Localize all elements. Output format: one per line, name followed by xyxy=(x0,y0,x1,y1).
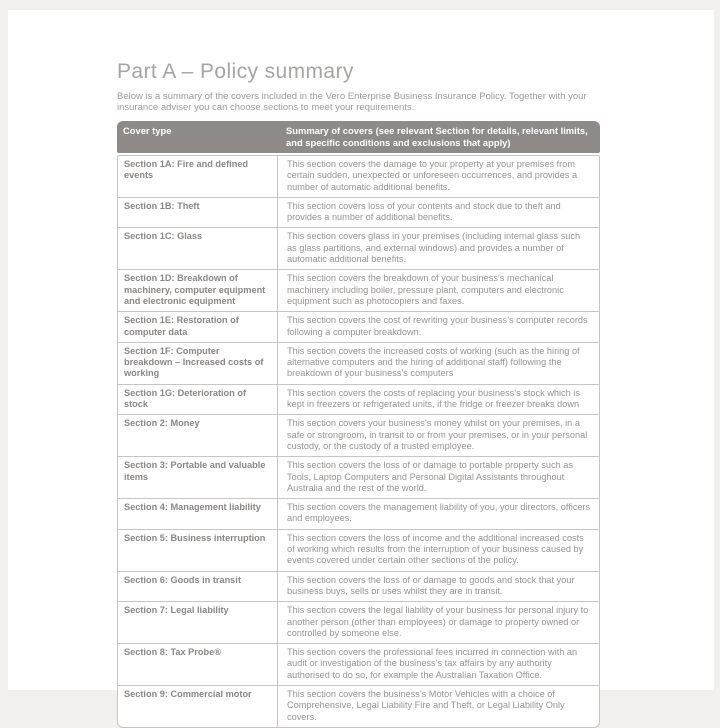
table-row xyxy=(118,457,599,499)
cover-type-cell: Section 6: Goods in transit xyxy=(118,572,278,602)
table-row xyxy=(118,312,599,343)
summary-cell: This section covers glass in your premises (including internal glass such as glass partitions, and external windows) and provides a number of automatic additional benefits. xyxy=(287,231,581,265)
table-row xyxy=(118,415,599,457)
cover-type-cell: Section 8: Tax Probe® xyxy=(118,644,278,685)
summary-cell: This section covers loss of your contents and stock due to theft and provides a number of additional benefits. xyxy=(287,200,561,223)
table-row xyxy=(118,270,599,312)
table-body xyxy=(117,155,600,728)
cover-type-cell: Section 1A: Fire and defined events xyxy=(118,156,278,197)
table-row xyxy=(118,499,599,530)
summary-cell: This section covers the loss of or damage to goods and stock that your business buys, sells or uses whilst they are in transit. xyxy=(287,574,575,596)
cover-type-cell: Section 1G: Deterioration of stock xyxy=(118,385,278,415)
intro-paragraph: Below is a summary of the covers included in the Vero Enterprise Business Insurance Policy. Together with your insurance adviser you can choose sections to meet your requirements. xyxy=(117,91,587,113)
table-row xyxy=(118,572,599,603)
summary-cell: This section covers the management liability of you, your directors, officers and employees. xyxy=(287,502,591,524)
table-row xyxy=(118,602,599,644)
document-page xyxy=(8,10,714,722)
summary-cell: This section covers the legal liability of your business for personal injury to another person (other than employees) or damage to property owned or controlled by someone else. xyxy=(287,605,589,638)
page-content xyxy=(117,60,607,728)
table-row xyxy=(118,228,599,270)
summary-cell: This section covers the loss of income and the additional increased costs of working which results from the interruption of your business caused by events covered under certain other sections of the policy. xyxy=(287,532,584,566)
summary-cell: This section covers the business’s Motor Vehicles with a choice of Comprehensive, Legal Liability Fire and Theft, or Legal Liability Only covers. xyxy=(287,688,565,722)
cover-type-cell: Section 1B: Theft xyxy=(118,198,278,228)
table-header-cover-type: Cover type xyxy=(123,125,172,136)
summary-cell: This section covers the costs of replacing your business’s stock which is kept in freezers or refrigerated units, if the fridge or freezer breaks down xyxy=(287,387,580,410)
cover-type-cell: Section 2: Money xyxy=(118,415,278,456)
cover-type-cell: Section 1D: Breakdown of machinery, computer equipment and electronic equipment xyxy=(118,270,278,311)
summary-cell: This section covers the loss of or damage to portable property such as Tools, Laptop Computers and Personal Digital Assistants throughout Australia and the rest of the world. xyxy=(287,460,573,493)
summary-cell: This section covers the breakdown of your business’s mechanical machinery including boiler, pressure plant, computers and electronic equipment such as photocopiers and faxes. xyxy=(287,273,564,306)
cover-type-cell: Section 7: Legal liability xyxy=(118,602,278,643)
policy-summary-table xyxy=(117,121,600,728)
cover-type-cell: Section 9: Commercial motor xyxy=(118,686,278,727)
table-row xyxy=(118,686,599,727)
summary-cell: This section covers your business’s money whilst on your premises, in a safe or strongroom, in transit to or from your premises, or in your personal custody, or the custody of a trusted employee. xyxy=(287,418,588,451)
table-header-row xyxy=(117,121,600,153)
cover-type-cell: Section 3: Portable and valuable items xyxy=(118,457,278,498)
cover-type-cell: Section 4: Management liability xyxy=(118,499,278,529)
table-header-summary: Summary of covers (see relevant Section for details, relevant limits, and specific conditions and exclusions that apply) xyxy=(286,125,588,148)
summary-cell: This section covers the increased costs of working (such as the hiring of alternative computers and the hiring of additional staff) following the breakdown of your business’s computers xyxy=(287,345,580,379)
summary-cell: This section covers the professional fees incurred in connection with an audit or investigation of the business’s tax affairs by any authority authorised to do so, for example the Australian Taxation Office. xyxy=(287,647,578,680)
summary-cell: This section covers the damage to your property at your premises from certain sudden, unexpected or unforeseen occurrences, and provides a number of automatic additional benefits. xyxy=(287,159,578,192)
summary-cell: This section covers the cost of rewriting your business’s computer records following a computer breakdown. xyxy=(287,315,588,337)
cover-type-cell: Section 5: Business interruption xyxy=(118,530,278,571)
table-row xyxy=(118,156,599,198)
page-title: Part A – Policy summary xyxy=(117,60,354,83)
table-row xyxy=(118,198,599,229)
table-row xyxy=(118,530,599,572)
table-row xyxy=(118,644,599,686)
cover-type-cell: Section 1F: Computer breakdown – Increased costs of working xyxy=(118,343,278,384)
table-row xyxy=(118,343,599,385)
cover-type-cell: Section 1C: Glass xyxy=(118,228,278,269)
cover-type-cell: Section 1E: Restoration of computer data xyxy=(118,312,278,342)
table-row xyxy=(118,385,599,416)
